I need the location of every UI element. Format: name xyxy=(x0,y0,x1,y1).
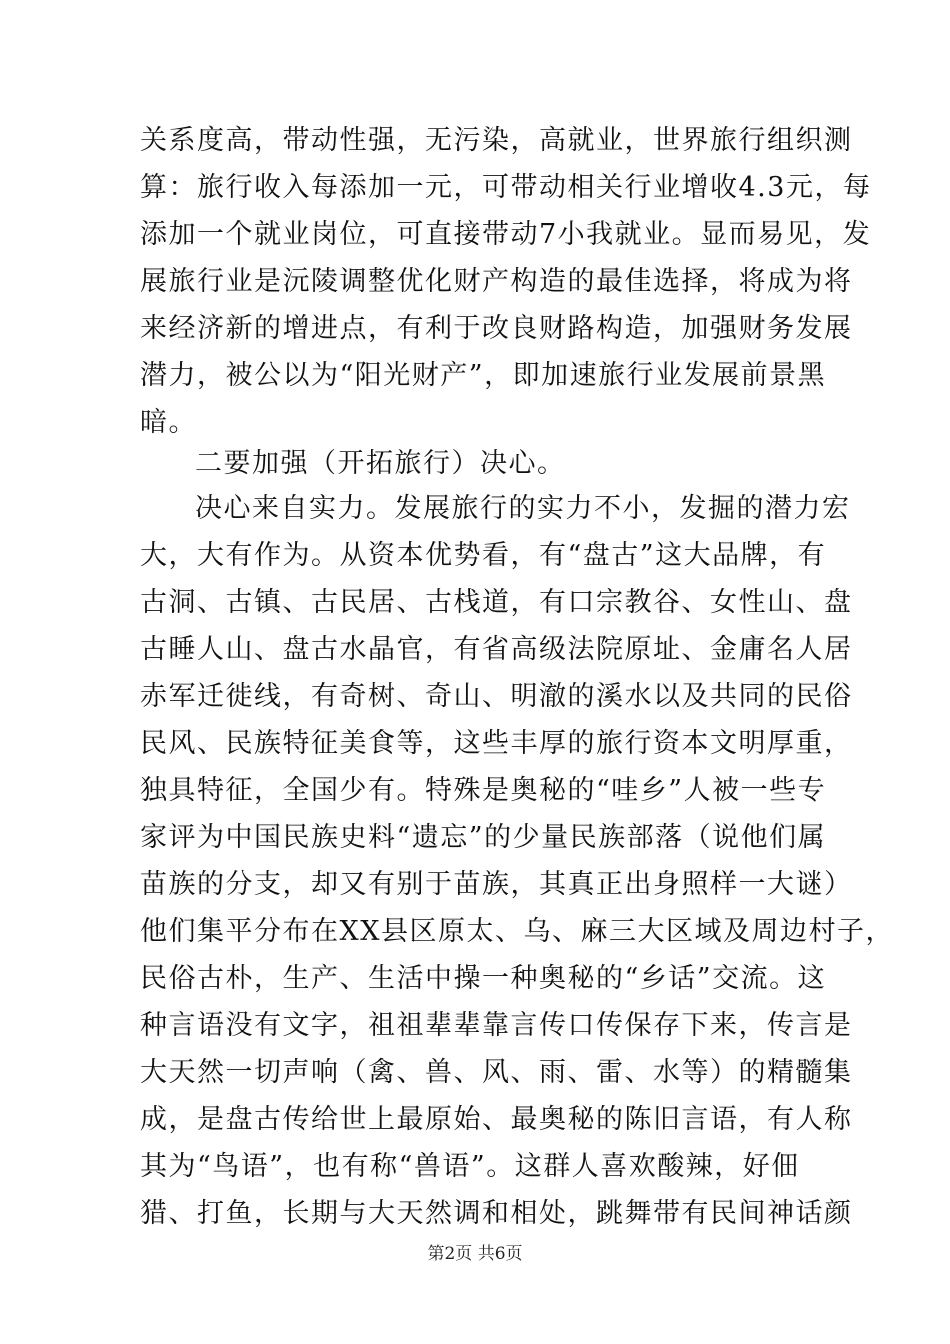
body-text-line: 暗。 xyxy=(140,407,197,438)
body-text-line: 种言语没有文字，祖祖辈辈靠言传口传保存下来，传言是 xyxy=(140,1010,853,1041)
body-text-line: 家评为中国民族史料“遗忘”的少量民族部落（说他们属 xyxy=(140,822,827,853)
body-text-line: 算：旅行收入每添加一元，可带动相关行业增收4.3元，每 xyxy=(140,172,872,203)
paragraph-first-line: 决心来自实力。发展旅行的实力不小，发掘的潜力宏 xyxy=(195,493,851,524)
body-text-line: 大天然一切声响（禽、兽、风、雨、雷、水等）的精髓集 xyxy=(140,1057,853,1088)
body-text-line: 民风、民族特征美食等，这些丰厚的旅行资本文明厚重， xyxy=(140,728,853,759)
body-text-line: 潜力，被公以为“阳光财产”，即加速旅行业发展前景黑 xyxy=(140,360,827,391)
body-text-line: 赤军迁徙线，有奇树、奇山、明澈的溪水以及共同的民俗 xyxy=(140,681,853,712)
body-text-line: 展旅行业是沅陵调整优化财产构造的最佳选择，将成为将 xyxy=(140,266,853,297)
body-text-line: 其为“鸟语”，也有称“兽语”。这群人喜欢酸辣，好佃 xyxy=(140,1151,800,1182)
body-text-line: 民俗古朴，生产、生活中操一种奥秘的“乡话”交流。这 xyxy=(140,963,827,994)
body-text-line: 关系度高，带动性强，无污染，高就业，世界旅行组织测 xyxy=(140,125,853,156)
body-text-line: 猎、打鱼，长期与大天然调和相处，跳舞带有民间神话颜 xyxy=(140,1198,853,1229)
page-number-footer: 第2页 共6页 xyxy=(427,1244,523,1264)
body-text-line: 添加一个就业岗位，可直接带动7小我就业。显而易见，发 xyxy=(140,219,872,250)
body-text-line: 独具特征，全国少有。特殊是奥秘的“哇乡”人被一些专 xyxy=(140,775,827,806)
body-text-line: 苗族的分支，却又有别于苗族，其真正出身照样一大谜） xyxy=(140,869,853,900)
body-text-line: 来经济新的增进点，有利于改良财路构造，加强财务发展 xyxy=(140,313,853,344)
body-text-line: 大，大有作为。从资本优势看，有“盘古”这大品牌，有 xyxy=(140,540,827,571)
body-text-line: 古洞、古镇、古民居、古栈道，有口宗教谷、女性山、盘 xyxy=(140,587,853,618)
body-text-line: 古睡人山、盘古水晶官，有省高级法院原址、金庸名人居 xyxy=(140,634,853,665)
body-text-line: 成，是盘古传给世上最原始、最奥秘的陈旧言语，有人称 xyxy=(140,1104,853,1135)
section-heading: 二要加强（开拓旅行）决心。 xyxy=(195,448,566,479)
body-text-line: 他们集平分布在XX县区原太、乌、麻三大区域及周边村子， xyxy=(140,916,894,947)
